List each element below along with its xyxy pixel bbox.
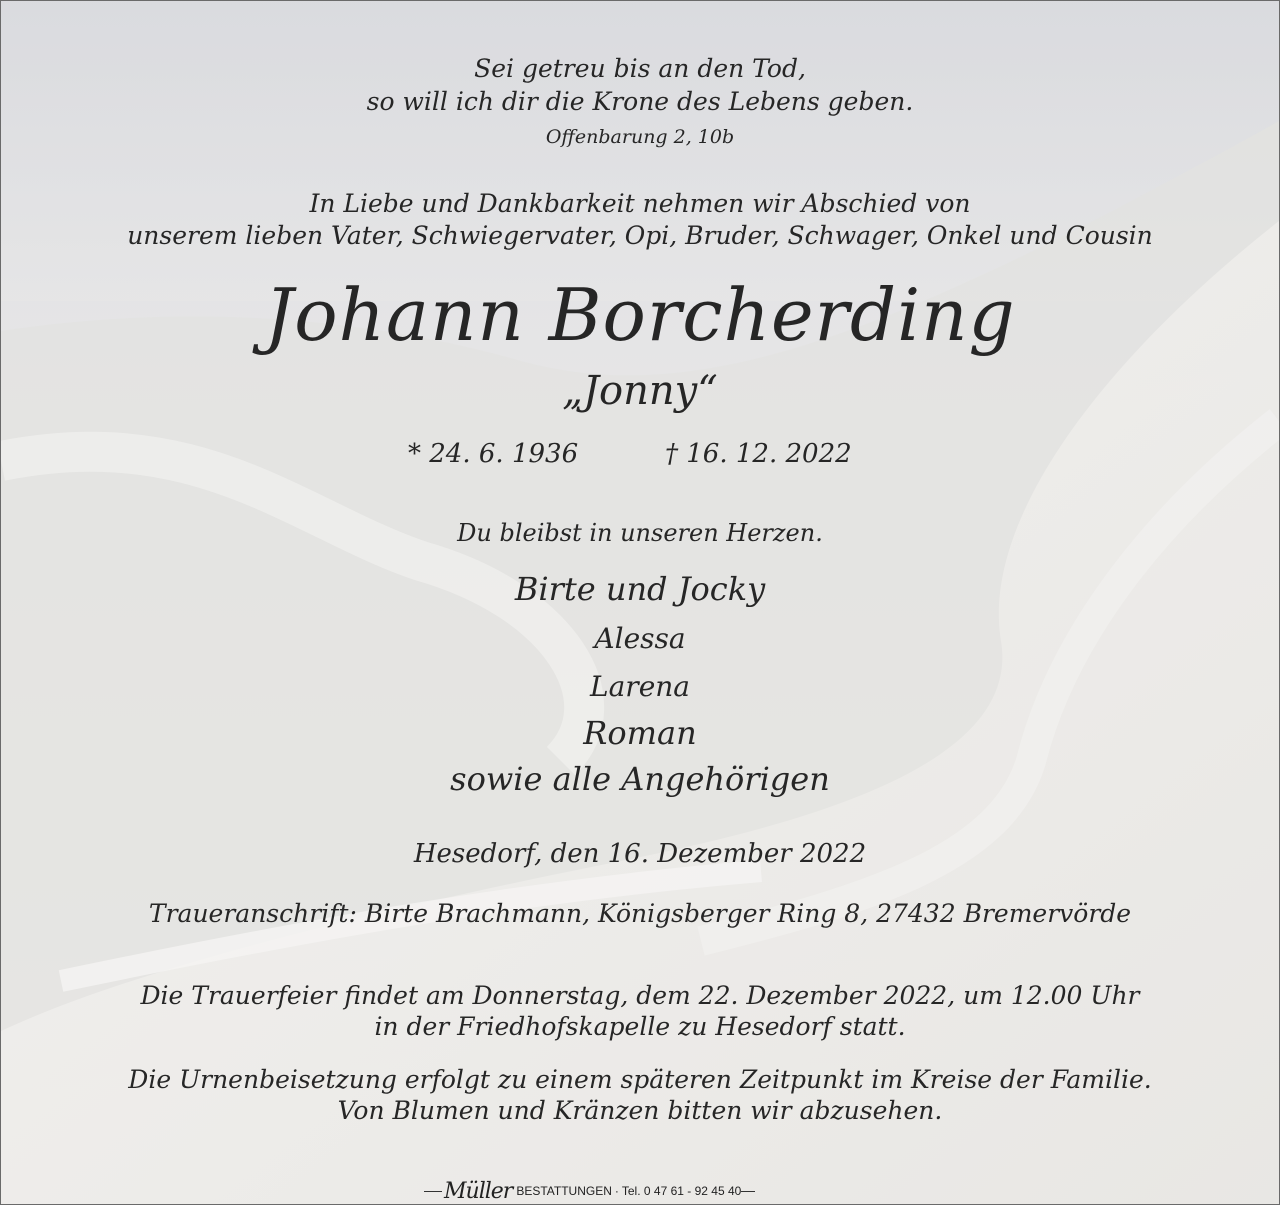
- bible-verse-reference: Offenbarung 2, 10b: [545, 126, 735, 148]
- death-date: † 16. 12. 2022: [665, 439, 852, 469]
- funeral-home-name: BESTATTUNGEN: [516, 1184, 612, 1198]
- farewell-message: Du bleibst in unseren Herzen.: [457, 519, 823, 547]
- footer-rule-left: [424, 1191, 442, 1192]
- intro-line-2: unserem lieben Vater, Schwiegervater, Opi, Bruder, Schwager, Onkel und Cousin: [127, 221, 1153, 250]
- intro-line-1: In Liebe und Dankbarkeit nehmen wir Abschied von: [309, 189, 971, 218]
- bible-verse-line-1: Sei getreu bis an den Tod,: [474, 54, 806, 83]
- bible-verse-line-2: so will ich dir die Krone des Lebens geben.: [366, 87, 914, 116]
- footer-rule-right: [741, 1191, 755, 1192]
- family-member: Birte und Jocky: [514, 570, 766, 608]
- funeral-home-phone: Tel. 0 47 61 - 92 45 40: [621, 1184, 742, 1198]
- family-member: Roman: [583, 714, 697, 752]
- ceremony-line-2: in der Friedhofskapelle zu Hesedorf statt.: [374, 1012, 906, 1041]
- place-and-date: Hesedorf, den 16. Dezember 2022: [413, 839, 867, 869]
- funeral-home-logo: Müller: [444, 1178, 513, 1204]
- family-member: Alessa: [594, 622, 686, 655]
- birth-date: * 24. 6. 1936: [408, 439, 579, 469]
- family-member: sowie alle Angehörigen: [450, 760, 830, 798]
- family-member: Larena: [590, 670, 690, 703]
- footer-separator: ·: [614, 1184, 619, 1198]
- deceased-nickname: „Jonny“: [562, 368, 718, 414]
- mourning-address: Traueranschrift: Birte Brachmann, Königsberger Ring 8, 27432 Bremervörde: [148, 899, 1132, 928]
- deceased-name: Johann Borcherding: [264, 273, 1016, 357]
- burial-line-1: Die Urnenbeisetzung erfolgt zu einem späteren Zeitpunkt im Kreise der Familie.: [128, 1065, 1152, 1094]
- funeral-home-footer: [424, 1179, 755, 1203]
- burial-line-2: Von Blumen und Kränzen bitten wir abzusehen.: [337, 1096, 943, 1125]
- ceremony-line-1: Die Trauerfeier findet am Donnerstag, dem 22. Dezember 2022, um 12.00 Uhr: [140, 981, 1140, 1010]
